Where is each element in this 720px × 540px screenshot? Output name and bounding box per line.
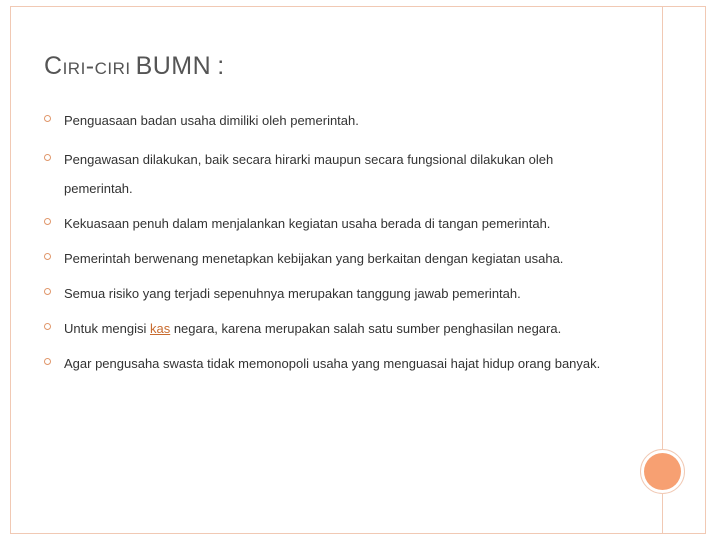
bullet-circle-icon bbox=[44, 288, 51, 295]
bullet-text: Kekuasaan penuh dalam menjalankan kegiatan usaha berada di tangan pemerintah. bbox=[64, 216, 551, 231]
bullet-circle-icon bbox=[44, 323, 51, 330]
bullet-text bbox=[64, 314, 644, 343]
bullet-circle-icon bbox=[44, 253, 51, 260]
bullet-text: Pengawasan dilakukan, baik secara hirarki maupun secara fungsional dilakukan oleh pemerintah. bbox=[64, 152, 554, 196]
title-colon: : bbox=[217, 52, 225, 80]
bullet-text-post: negara, karena merupakan salah satu sumber penghasilan negara. bbox=[170, 321, 562, 336]
bullet-item-1 bbox=[44, 106, 644, 135]
bullet-text: Pemerintah berwenang menetapkan kebijakan yang berkaitan dengan kegiatan usaha. bbox=[64, 251, 564, 266]
bullet-text: Agar pengusaha swasta tidak memonopoli usaha yang menguasai hajat hidup orang banyak. bbox=[64, 356, 601, 371]
bullet-list bbox=[44, 106, 644, 378]
bullet-text: Penguasaan badan usaha dimiliki oleh pemerintah. bbox=[64, 113, 359, 128]
bullet-item-6 bbox=[44, 314, 644, 343]
bullet-circle-icon bbox=[44, 218, 51, 225]
bullet-item-2 bbox=[44, 145, 644, 203]
bullet-item-5 bbox=[44, 279, 644, 308]
decorative-vertical-line-bottom bbox=[662, 494, 663, 534]
bullet-circle-icon bbox=[44, 358, 51, 365]
bullet-item-3 bbox=[44, 209, 644, 238]
bullet-text: Semua risiko yang terjadi sepenuhnya merupakan tanggung jawab pemerintah. bbox=[64, 286, 521, 301]
bullet-item-7 bbox=[44, 349, 644, 378]
decorative-vertical-line bbox=[662, 6, 663, 456]
bullet-item-4 bbox=[44, 244, 644, 273]
bullet-circle-icon bbox=[44, 154, 51, 161]
title-bumn: BUMN bbox=[135, 52, 212, 80]
bullet-circle-icon bbox=[44, 115, 51, 122]
title-ciri: CIRI bbox=[94, 59, 131, 78]
bullet-text-pre: Untuk mengisi bbox=[64, 321, 150, 336]
slide-title bbox=[44, 52, 225, 81]
title-initial-c: C bbox=[44, 52, 63, 80]
decorative-orange-circle bbox=[644, 453, 681, 490]
title-dash: - bbox=[85, 52, 95, 80]
kas-link[interactable]: kas bbox=[149, 321, 171, 336]
title-iri: IRI bbox=[62, 59, 86, 78]
